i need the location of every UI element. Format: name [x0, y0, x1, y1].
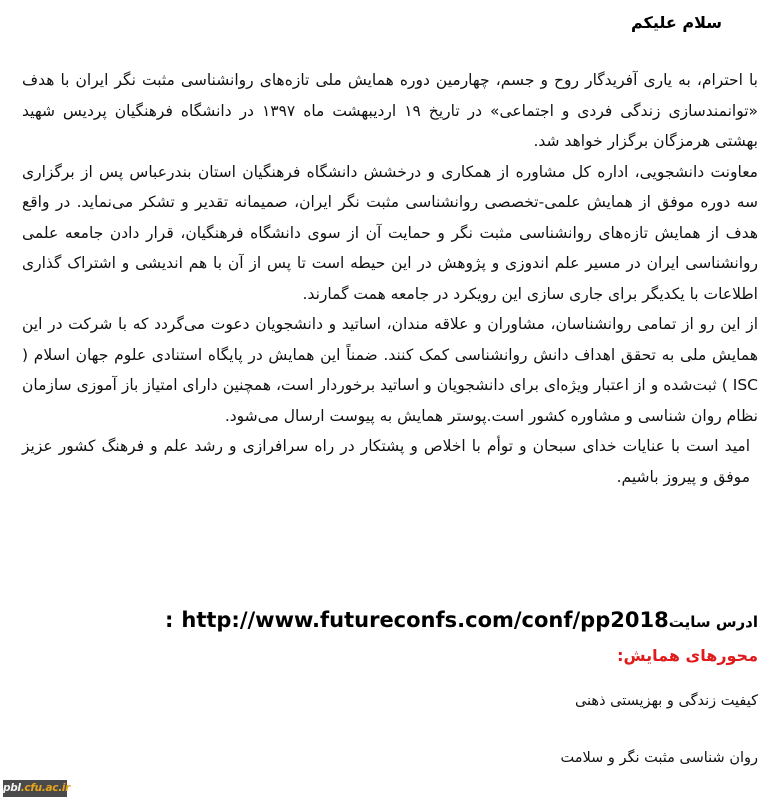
watermark-prefix: pbl [3, 782, 21, 794]
paragraph-appreciation: معاونت دانشجویی، اداره کل مشاوره از همکاری و درخشش دانشگاه فرهنگیان استان بندرعباس پس از برگزاری سه دوره موفق از همایش علمی-تخصصی روانشناسی مثبت نگر ایران، صمیمانه تقدیر و تشکر می‌نماید. در واقع هدف از همایش تازه‌های روانشناسی مثبت نگر و حمایت آن از سوی دانشگاه فرهنگیان، قرار دادن جامعه علمی روانشناسی ایران در مسیر علم اندوزی و پژوهش در این حیطه است تا پس از آن با هم اندیشی و اشتراک گذاری اطلاعات با یکدیگر برای جاری سازی این رویکرد در جامعه همت گمارند. [22, 162, 758, 303]
website-label: ادرس سایت [668, 613, 758, 631]
website-line [22, 604, 758, 638]
watermark-suffix: .cfu.ac.ir [20, 782, 71, 794]
website-link[interactable]: http://www.futureconfs.com/conf/pp2018 [181, 608, 669, 632]
paragraph-invitation: از این رو از تمامی روانشناسان، مشاوران و علاقه مندان، اساتید و دانشجویان دعوت می‌گردد که با شرکت در این همایش ملی به تحقق اهداف دانش روانشناسی کمک کنند. ضمناً این همایش در پایگاه استنادی علوم جهان اسلام ( ISC ) ثبت‌شده و از اعتبار ویژه‌ای برای دانشجویان و اساتید برخوردار است، همچنین دارای امتیاز باز آموزی سازمان نظام روان شناسی و مشاوره کشور است.پوستر همایش به پیوست ارسال می‌شود. [22, 315, 758, 425]
conference-axes-heading: محورهای همایش: [617, 646, 758, 665]
site-watermark-logo [3, 780, 71, 797]
paragraph-closing: امید است با عنایات خدای سبحان و توأم با اخلاص و پشتکار در راه سرافرازی و رشد علم و فرهنگ کشور عزیز موفق و پیروز باشیم. [22, 437, 750, 486]
conference-axes-list [560, 688, 758, 802]
website-colon: : [164, 608, 174, 632]
axis-item: روان شناسی مثبت نگر و سلامت [560, 750, 758, 766]
announcement-body [22, 65, 758, 492]
greeting-heading: سلام علیکم [630, 13, 722, 32]
paragraph-intro: با احترام، به یاری آفریدگار روح و جسم، چهارمین دوره همایش ملی تازه‌های روانشناسی مثبت نگر ایران با هدف «توانمندسازی زندگی فردی و اجتماعی» در تاریخ ۱۹ اردیبهشت ماه ۱۳۹۷ در دانشگاه فرهنگیان پردیس شهید بهشتی هرمزگان برگزار خواهد شد. [22, 71, 758, 150]
axis-item: کیفیت زندگی و بهزیستی ذهنی [574, 693, 758, 709]
